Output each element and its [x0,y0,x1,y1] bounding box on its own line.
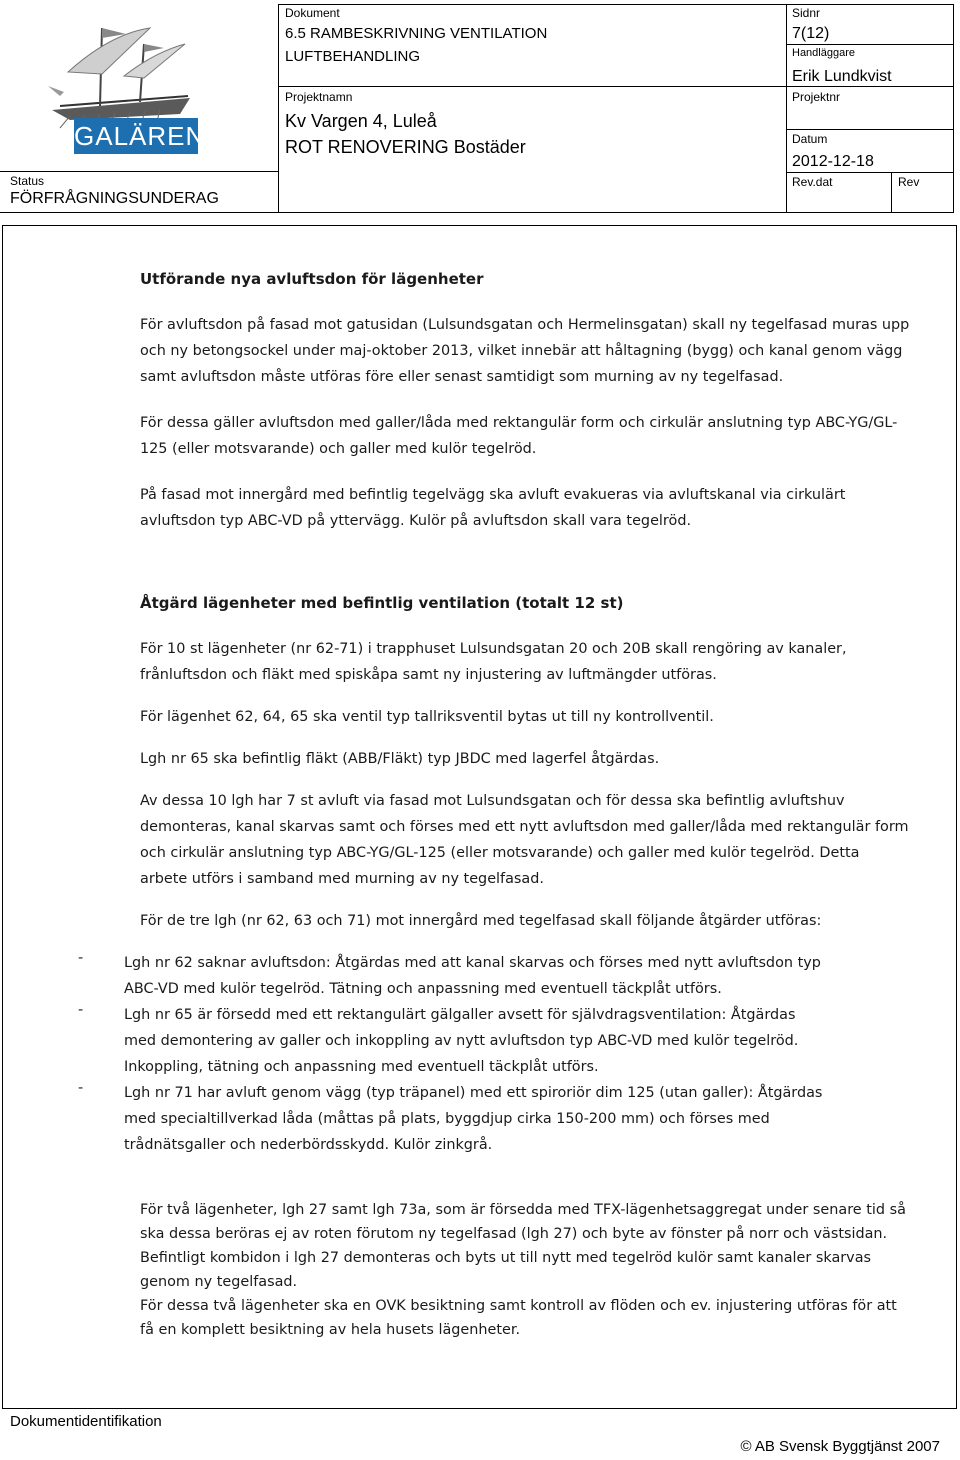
section3-line: genom ny tegelfasad. [140,1274,298,1290]
sidnr-value: 7(12) [792,25,830,42]
list-item [38,1002,955,1080]
list-item-line: ABC-VD med kulör tegelröd. Tätning och anpassning med eventuell täckplåt utförs. [124,981,722,997]
list-item-line: med demontering av galler och inkoppling av nytt avluftsdon typ ABC-VD med kulör tegelröd. [124,1033,799,1049]
list-item [38,950,955,1002]
section1-p3-line2: avluftsdon typ ABC-VD på yttervägg. Kulör på avluftsdon skall vara tegelröd. [140,513,692,529]
rev-label: Rev [898,175,920,189]
list-item-line: Inkoppling, tätning och anpassning med eventuell täckplåt utförs. [124,1059,599,1075]
section1-p2-line2: 125 (eller motsvarande) och galler med kulör tegelröd. [140,441,537,457]
section2-p2: För lägenhet 62, 64, 65 ska ventil typ tallriksventil bytas ut till ny kontrollventil. [140,709,714,725]
dokument-title-line2: LUFTBEHANDLING [285,48,421,65]
document-body [78,266,955,1342]
dokument-title-line1: 6.5 RAMBESKRIVNING VENTILATION [285,25,548,42]
section1-heading: Utförande nya avluftsdon för lägenheter [140,270,484,288]
projektnamn-line2: ROT RENOVERING Bostäder [285,137,526,157]
list-item-line: Lgh nr 71 har avluft genom vägg (typ träpanel) med ett spiroriör dim 125 (utan galler): Åtgärdas [124,1085,823,1101]
projektnr-label: Projektnr [792,90,841,104]
section2-heading: Åtgärd lägenheter med befintlig ventilation (totalt 12 st) [140,594,624,612]
section1-p3-line1: På fasad mot innergård med befintlig tegelvägg ska avluft evakueras via avluftskanal via cirkulärt [140,487,846,503]
section2-p3: Lgh nr 65 ska befintlig fläkt (ABB/Fläkt) typ JBDC med lagerfel åtgärdas. [140,751,660,767]
status-label: Status [10,174,45,188]
datum-label: Datum [792,132,828,146]
revdat-label: Rev.dat [792,175,833,189]
section2-p4-line3: och cirkulär anslutning typ ABC-YG/GL-125 (eller motsvarande) och galler med kulör tegelröd. Detta [140,845,860,861]
footer-copyright: © AB Svensk Byggtjänst 2007 [740,1438,940,1455]
list-dash: - [78,1002,84,1018]
section3-line: För två lägenheter, lgh 27 samt lgh 73a, som är försedda med TFX-lägenhetsaggregat under senare tid så [140,1202,906,1218]
list-item [38,1080,955,1158]
projektnamn-line1: Kv Vargen 4, Luleå [285,111,437,131]
section1-p1-line3: samt avluftsdon måste utföras före eller senast samtidigt som murning av ny tegelfasad. [140,369,784,385]
action-list [38,950,955,1158]
section2-p4-line2: demonteras, kanal skarvas samt och förses med ett nytt avluftsdon med galler/låda med rektangulär form [140,819,909,835]
section1-p1-line2: och ny betongsockel under maj-oktober 2013, vilket innebär att håltagning (bygg) och kanal genom vägg [140,343,903,359]
section3-line: Befintligt kombidon i lgh 27 demonteras och byts ut till nytt med tegelröd kulör samt kanaler skarvas [140,1250,872,1266]
handlaggare-value: Erik Lundkvist [792,68,892,85]
status-value: FÖRFRÅGNINGSUNDERAG [10,190,219,207]
section2-p4-line4: arbete utförs i samband med murning av ny tegelfasad. [140,871,544,887]
section3 [140,1198,955,1342]
dokument-label: Dokument [285,6,340,20]
section2-p4-line1: Av dessa 10 lgh har 7 st avluft via fasad mot Lulsundsgatan och för dessa ska befintlig avluftshuv [140,793,845,809]
section2-p1-line2: frånluftsdon och fläkt med spiskåpa samt ny injustering av luftmängder utföras. [140,667,717,683]
section1-p1-line1: För avluftsdon på fasad mot gatusidan (Lulsundsgatan och Hermelinsgatan) skall ny tegelfasad muras upp [140,317,910,333]
logo [40,14,210,164]
list-dash: - [78,1080,84,1096]
list-item-line: med specialtillverkad låda (måttas på plats, byggdjup cirka 150-200 mm) och förses med [124,1111,770,1127]
footer-doc-id-label: Dokumentidentifikation [10,1413,162,1430]
logo-wordmark: GALÄREN [74,118,198,154]
list-item-line: Lgh nr 62 saknar avluftsdon: Åtgärdas med att kanal skarvas och förses med nytt avluftsdon typ [124,955,821,971]
section2-p1-line1: För 10 st lägenheter (nr 62-71) i trapphuset Lulsundsgatan 20 och 20B skall rengöring av kanaler, [140,641,847,657]
section3-line: ska dessa beröras ej av roten förutom ny tegelfasad (lgh 27) och byte av fönster på norr och västsidan. [140,1226,888,1242]
handlaggare-label: Handläggare [792,47,855,59]
list-item-line: Lgh nr 65 är försedd med ett rektangulärt gälgaller avsett för självdragsventilation: Åtgärdas [124,1007,796,1023]
list-item-line: trådnätsgaller och nederbördsskydd. Kulör zinkgrå. [124,1137,493,1153]
sidnr-label: Sidnr [792,6,821,20]
section3-line: För dessa två lägenheter ska en OVK besiktning samt kontroll av flöden och ev. injustering utföras för att [140,1298,897,1314]
section2-p5: För de tre lgh (nr 62, 63 och 71) mot innergård med tegelfasad skall följande åtgärder utföras: [140,913,822,929]
galleon-ship-icon [40,14,210,134]
section3-line: få en komplett besiktning av hela husets lägenheter. [140,1322,521,1338]
section1-p2-line1: För dessa gäller avluftsdon med galler/låda med rektangulär form och cirkulär anslutning typ ABC-YG/GL- [140,415,898,431]
list-dash: - [78,950,84,966]
projektnamn-label: Projektnamn [285,90,353,104]
datum-value: 2012-12-18 [792,153,874,170]
